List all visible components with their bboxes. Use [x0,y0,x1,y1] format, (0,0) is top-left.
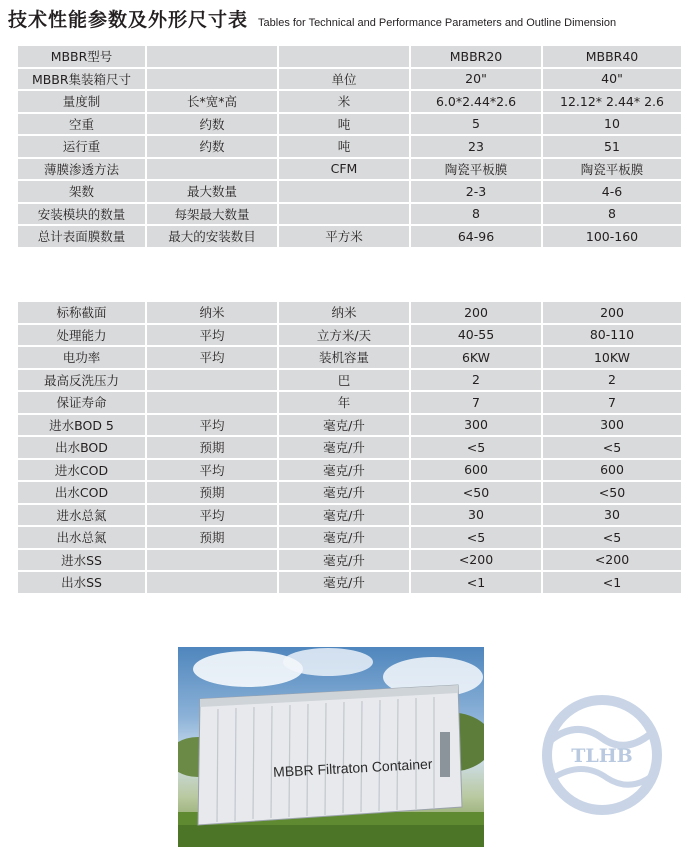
table2-row [18,347,681,368]
table2-cell: 平均 [147,460,277,481]
table2-cell: 200 [411,302,541,323]
table2-cell: <1 [543,572,681,593]
table2-cell: 毫克/升 [279,505,409,526]
table1-row [18,204,681,225]
table1-cell: MBBR20 [411,46,541,67]
page-title: 技术性能参数及外形尺寸表 [8,9,249,31]
table2-cell: 出水SS [18,572,145,593]
table1-cell: MBBR型号 [18,46,145,67]
table2-row [18,460,681,481]
table2-row [18,370,681,391]
table2-cell: 装机容量 [279,347,409,368]
table1-cell: 6.0*2.44*2.6 [411,91,541,112]
table1-row [18,114,681,135]
table1-cell: MBBR集装箱尺寸 [18,69,145,90]
table2-cell: 平均 [147,505,277,526]
table2-cell: 30 [543,505,681,526]
table1-cell: 100-160 [543,226,681,247]
table2-cell: 毫克/升 [279,460,409,481]
page-subtitle: Tables for Technical and Performance Parameters and Outline Dimension [258,17,617,29]
table2-cell: 200 [543,302,681,323]
table2-cell: <200 [543,550,681,571]
table2-row [18,415,681,436]
table2-cell: 最高反洗压力 [18,370,145,391]
table1-cell [279,181,409,202]
table2-cell: <5 [411,527,541,548]
spec-table-performance [16,300,683,595]
table1-row [18,159,681,180]
table2-cell: 处理能力 [18,325,145,346]
table1-row [18,69,681,90]
table2-cell: 出水BOD [18,437,145,458]
table2-cell: 毫克/升 [279,415,409,436]
table1-cell: 总计表面膜数量 [18,226,145,247]
table2-cell: <1 [411,572,541,593]
table1-cell: 51 [543,136,681,157]
table2-cell: 7 [543,392,681,413]
table2-cell: 毫克/升 [279,550,409,571]
table2-cell [147,392,277,413]
table2-cell: 电功率 [18,347,145,368]
table1-row [18,91,681,112]
table1-row [18,136,681,157]
table2-cell: <50 [411,482,541,503]
table1-cell: 量度制 [18,91,145,112]
table2-cell: <5 [543,527,681,548]
table1-cell: 空重 [18,114,145,135]
table2-row [18,482,681,503]
table2-cell: 预期 [147,437,277,458]
table2-cell: 平均 [147,347,277,368]
table2-cell [147,572,277,593]
table1-cell: 最大数量 [147,181,277,202]
table1-cell: 8 [411,204,541,225]
table1-cell: CFM [279,159,409,180]
table2-cell: 毫克/升 [279,482,409,503]
table2-row [18,505,681,526]
table2-cell [147,370,277,391]
table1-cell: 64-96 [411,226,541,247]
table2-cell: 出水总氮 [18,527,145,548]
table1-cell: 米 [279,91,409,112]
table2-cell: 进水总氮 [18,505,145,526]
table2-cell: 巴 [279,370,409,391]
table1-cell: 10 [543,114,681,135]
container-label: MBBR Filtraton Container [272,755,433,780]
table2-row [18,437,681,458]
table1-cell: 最大的安装数目 [147,226,277,247]
table1-cell: 40" [543,69,681,90]
table1-cell [279,46,409,67]
table2-cell: 出水COD [18,482,145,503]
table2-cell: 保证寿命 [18,392,145,413]
table1-cell: 23 [411,136,541,157]
table1-cell: 约数 [147,114,277,135]
table2-cell: <200 [411,550,541,571]
table2-cell: 年 [279,392,409,413]
spec-table-dimensions [16,44,683,249]
table2-cell: 80-110 [543,325,681,346]
table1-cell: 约数 [147,136,277,157]
table1-cell: 长*宽*高 [147,91,277,112]
table2-cell: 2 [411,370,541,391]
table2-row [18,325,681,346]
table1-cell: 薄膜渗透方法 [18,159,145,180]
container-photo-drawing [178,647,484,847]
table2-cell: <5 [411,437,541,458]
table1-cell: 单位 [279,69,409,90]
logo-text: TLHB [571,745,633,767]
table1-cell [279,204,409,225]
table2-row [18,392,681,413]
table1-cell: 陶瓷平板膜 [543,159,681,180]
table1-cell: 5 [411,114,541,135]
table2-cell: 进水SS [18,550,145,571]
table2-cell: 预期 [147,482,277,503]
table1-cell: 平方米 [279,226,409,247]
table1-cell: 20" [411,69,541,90]
table2-cell: 纳米 [279,302,409,323]
table2-cell: 纳米 [147,302,277,323]
table2-cell: 平均 [147,325,277,346]
table1-cell: MBBR40 [543,46,681,67]
table2-row [18,550,681,571]
table1-row [18,226,681,247]
table2-cell: 600 [543,460,681,481]
table1-cell: 架数 [18,181,145,202]
table2-row [18,527,681,548]
page-heading [8,5,616,32]
table2-cell: 300 [543,415,681,436]
tlhb-logo [537,690,667,820]
table1-cell: 2-3 [411,181,541,202]
table1-cell: 12.12* 2.44* 2.6 [543,91,681,112]
table2-cell: 10KW [543,347,681,368]
table1-cell [147,69,277,90]
table1-row [18,181,681,202]
table1-cell [147,46,277,67]
table2-cell: 7 [411,392,541,413]
table2-cell: 2 [543,370,681,391]
table2-cell: 30 [411,505,541,526]
table2-cell: <50 [543,482,681,503]
table1-cell: 吨 [279,114,409,135]
table2-cell: 毫克/升 [279,527,409,548]
table1-cell: 安装模块的数量 [18,204,145,225]
table2-cell: <5 [543,437,681,458]
table2-cell: 立方米/天 [279,325,409,346]
table2-cell: 300 [411,415,541,436]
table2-cell: 6KW [411,347,541,368]
table2-cell: 进水COD [18,460,145,481]
table2-cell: 600 [411,460,541,481]
table2-cell: 预期 [147,527,277,548]
table1-cell: 运行重 [18,136,145,157]
table1-cell: 每架最大数量 [147,204,277,225]
table1-cell: 吨 [279,136,409,157]
table2-row [18,572,681,593]
table2-row [18,302,681,323]
table1-row [18,46,681,67]
table2-cell: 标称截面 [18,302,145,323]
table1-cell: 4-6 [543,181,681,202]
table2-cell: 进水BOD 5 [18,415,145,436]
table2-cell: 平均 [147,415,277,436]
container-photo [178,647,484,847]
table2-cell: 毫克/升 [279,437,409,458]
table1-cell [147,159,277,180]
table1-cell: 陶瓷平板膜 [411,159,541,180]
table2-cell: 毫克/升 [279,572,409,593]
table1-cell: 8 [543,204,681,225]
table2-cell [147,550,277,571]
table2-cell: 40-55 [411,325,541,346]
